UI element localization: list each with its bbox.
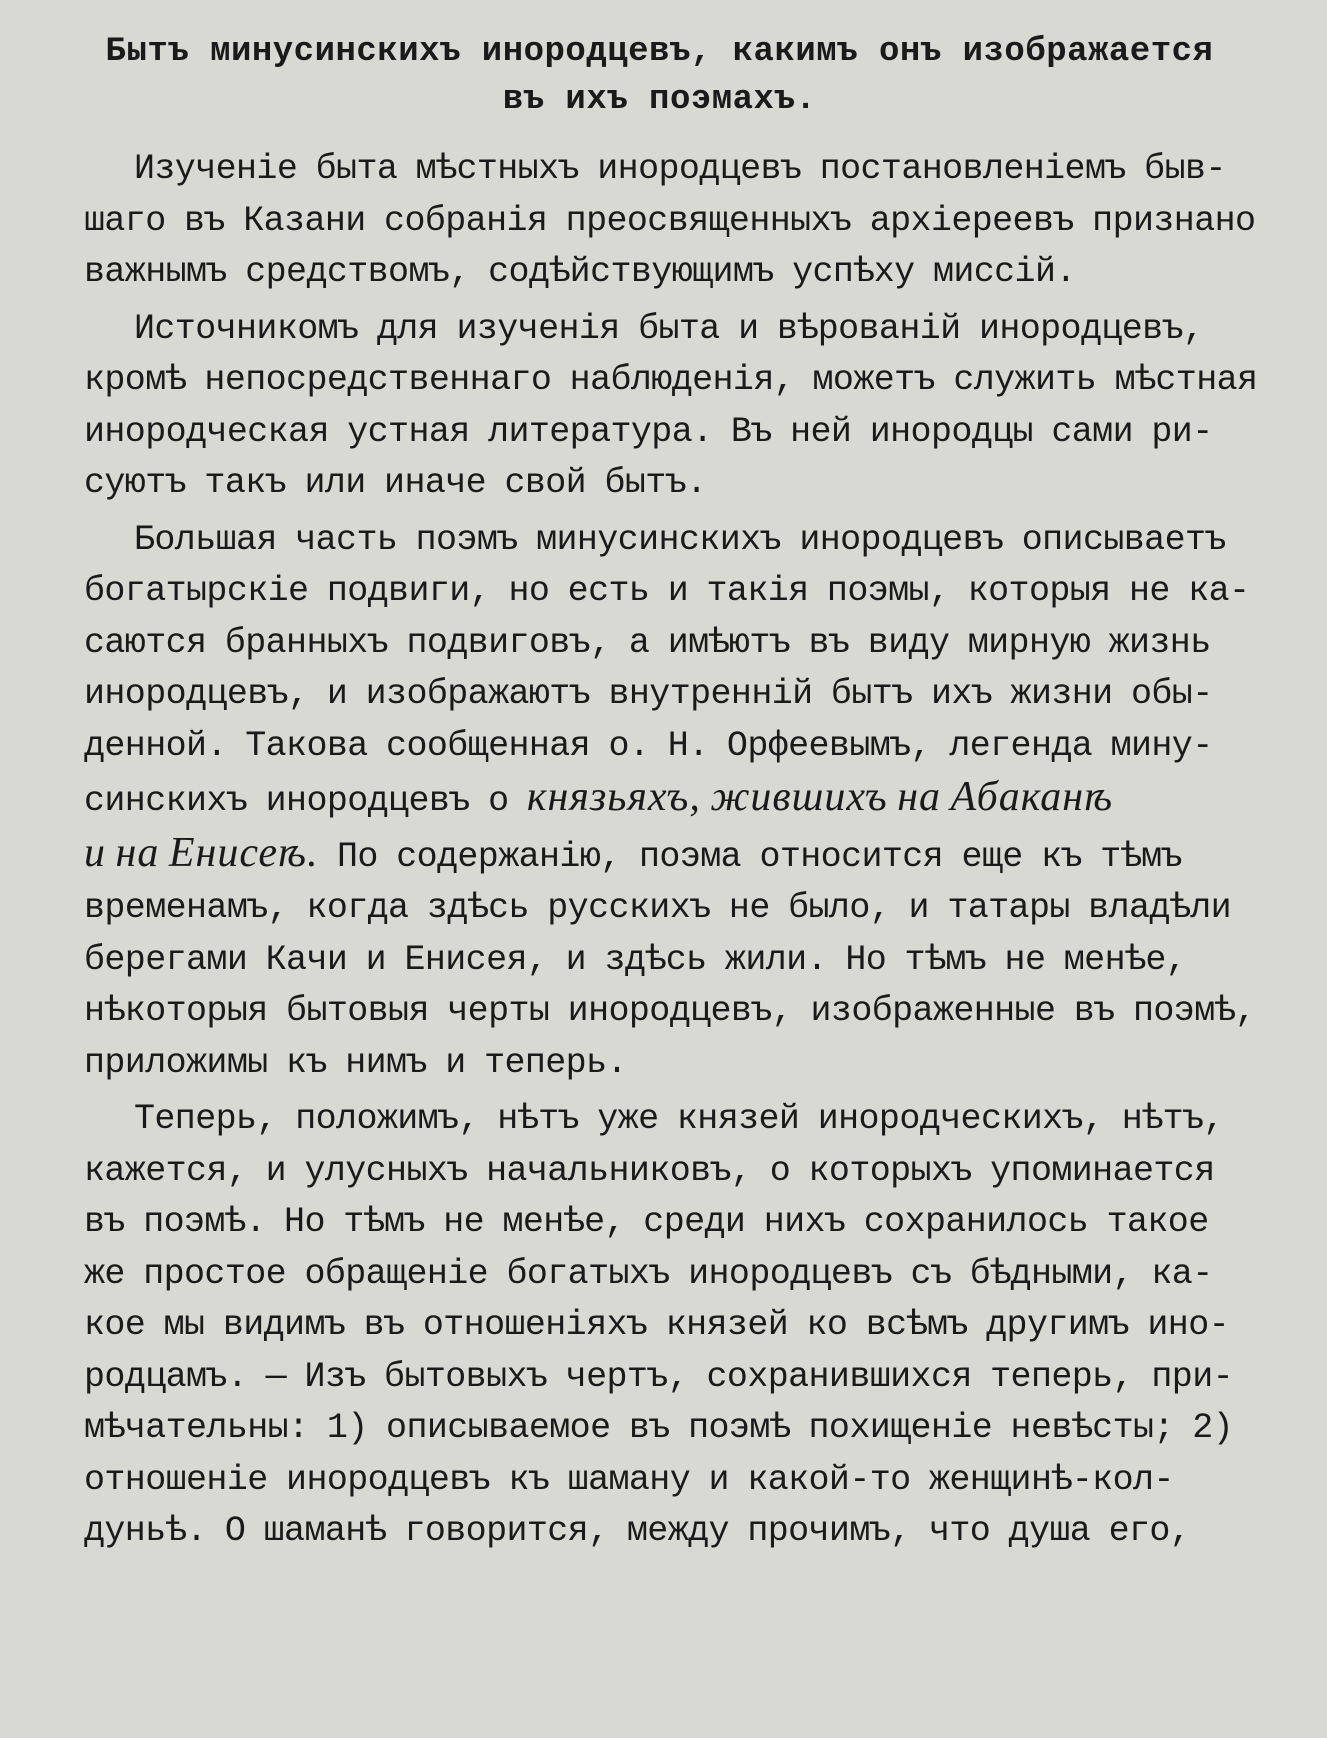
text-line: Источникомъ для изученія быта и вѣрованій инородцевъ, [134,308,1204,349]
italic-title-text: князьяхъ, жившихъ на Абаканѣ [526,774,1114,820]
paragraph-2 [84,304,1258,510]
text-line: кое мы видимъ въ отношеніяхъ князей ко всѣмъ другимъ ино- [84,1305,1229,1345]
text-line: шаго въ Казани собранія преосвященныхъ архіереевъ признано [84,200,1256,241]
text-line: родцамъ. — Изъ бытовыхъ чертъ, сохранившихся теперь, при- [84,1356,1233,1397]
text-line: инородцевъ, и изображаютъ внутренній бытъ ихъ жизни обы- [84,674,1213,714]
text-line: кажется, и улусныхъ начальниковъ, о которыхъ упоминается [84,1150,1215,1191]
title-line-1: Бытъ минусинскихъ инородцевъ, какимъ онъ изображается [105,33,1214,71]
text-line-prefix: синскихъ инородцевъ о [84,781,527,821]
text-line: Большая часть поэмъ минусинскихъ инородцевъ описываетъ [134,519,1226,560]
text-line: саются бранныхъ подвиговъ, а имѣютъ въ виду мирную жизнь [84,622,1211,663]
text-line: кромѣ непосредственнаго наблюденія, можетъ служить мѣстная [84,360,1258,400]
text-line: временамъ, когда здѣсь русскихъ не было, и татары владѣли [84,888,1231,928]
text-line: же простое обращеніе богатыхъ инородцевъ съ бѣдными, ка- [84,1253,1213,1294]
text-line: важнымъ средствомъ, содѣйствующимъ успѣху миссій. [84,252,1076,292]
paragraph-4 [84,1094,1235,1558]
paragraph-3 [84,515,1256,1090]
text-line: отношеніе инородцевъ къ шаману и какой-то женщинѣ-кол- [84,1459,1174,1500]
text-line: денной. Такова сообщенная о. Н. Орфеевымъ, легенда мину- [84,725,1213,766]
text-line: дуньѣ. О шаманѣ говорится, между прочимъ, что душа его, [84,1511,1191,1551]
text-line-rest: По содержанію, поэма относится еще къ тѣмъ [318,836,1182,877]
text-line: Изученіе быта мѣстныхъ инородцевъ постановленіемъ быв- [134,149,1226,189]
title-line-2: въ ихъ поэмахъ. [502,81,817,119]
paragraph-1 [84,144,1256,299]
text-line [84,772,1235,828]
text-line: нѣкоторыя бытовыя черты инородцевъ, изображенные въ поэмѣ, [84,991,1256,1031]
text-line [84,828,1235,884]
page-title [84,28,1235,124]
text-line: приложимы къ нимъ и теперь. [84,1042,627,1083]
text-line: Теперь, положимъ, нѣтъ уже князей инородческихъ, нѣтъ, [134,1099,1224,1139]
text-line: инородческая устная литература. Въ ней инородцы сами ри- [84,411,1213,452]
text-line: богатырскіе подвиги, но есть и такія поэмы, которыя не ка- [84,571,1250,611]
text-line: берегами Качи и Енисея, и здѣсь жили. Но тѣмъ не менѣе, [84,939,1187,980]
text-line: въ поэмѣ. Но тѣмъ не менѣе, среди нихъ сохранилось такое [84,1202,1209,1242]
italic-title-text: и на Енисеѣ. [84,829,319,876]
text-line: суютъ такъ или иначе свой бытъ. [84,463,707,503]
text-line: мѣчательны: 1) описываемое въ поэмѣ похищеніе невѣсты; 2) [84,1408,1233,1448]
